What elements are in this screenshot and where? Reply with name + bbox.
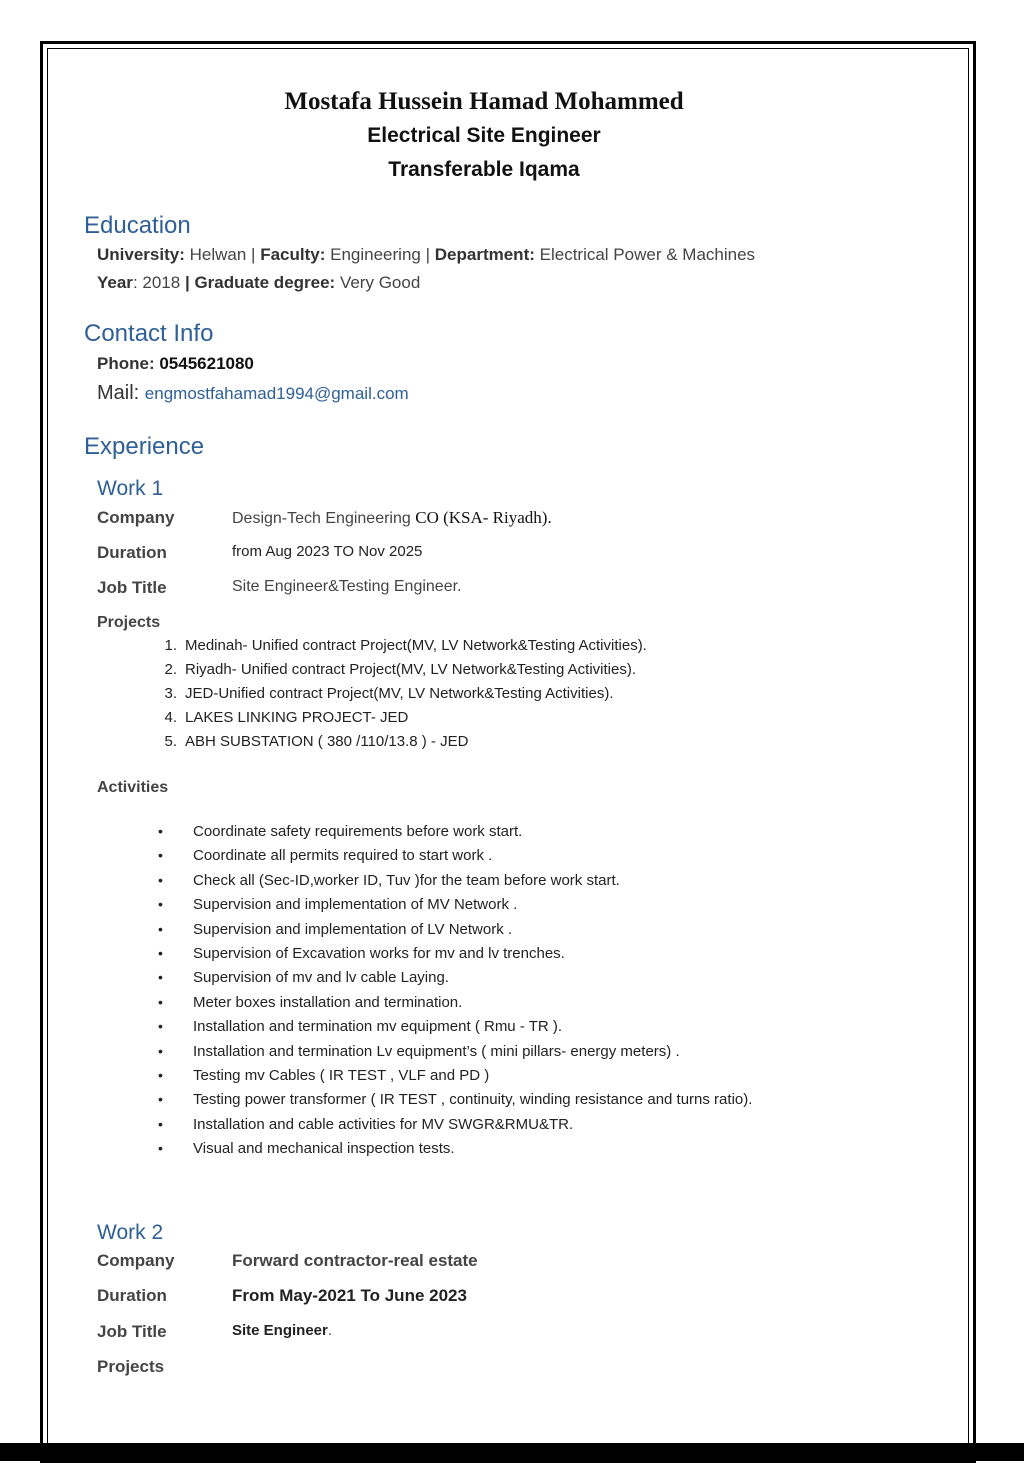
work1-projects-list <box>140 637 647 757</box>
education-line-2: Year: 2018 | Graduate degree: Very Good <box>97 273 421 292</box>
activity-item <box>158 921 752 945</box>
phone-line <box>97 354 254 374</box>
project-number: 2. <box>164 661 177 678</box>
activity-text: Testing mv Cables ( IR TEST , VLF and PD ) <box>193 1066 490 1084</box>
work2-duration-label: Duration <box>97 1286 167 1305</box>
activity-item <box>158 1067 752 1091</box>
activity-text: Installation and termination Lv equipment’s ( mini pillars- energy meters) . <box>193 1042 680 1060</box>
year-label: Year <box>97 273 133 292</box>
work2-projects-label: Projects <box>97 1357 165 1376</box>
bullet-icon: • <box>158 1018 163 1035</box>
work2-job-value <box>232 1322 332 1339</box>
activity-text: Supervision of Excavation works for mv and lv trenches. <box>193 944 565 962</box>
work1-company-label: Company <box>97 508 175 527</box>
work1-company-value <box>232 508 552 528</box>
experience-heading: Experience <box>84 433 205 460</box>
activity-item <box>158 1018 752 1042</box>
education-heading: Education <box>84 212 191 239</box>
work1-duration-label: Duration <box>97 543 167 562</box>
work1-activities-label: Activities <box>97 779 169 796</box>
project-text: Medinah- Unified contract Project(MV, LV Network&Testing Activities). <box>185 637 647 654</box>
project-number: 1. <box>164 637 177 654</box>
contact-heading: Contact Info <box>84 320 214 347</box>
project-item <box>140 733 647 757</box>
project-number: 3. <box>164 685 177 702</box>
bullet-icon: • <box>158 969 163 986</box>
bullet-icon: • <box>158 1066 163 1083</box>
activity-item <box>158 823 752 847</box>
bottom-bar <box>0 1443 1024 1461</box>
bullet-icon: • <box>158 823 163 839</box>
activity-item <box>158 969 752 993</box>
project-item <box>140 637 647 661</box>
activity-text: Coordinate all permits required to start work . <box>193 847 493 865</box>
project-item <box>140 685 647 709</box>
project-number: 4. <box>164 709 177 726</box>
department-label: Department: <box>434 245 535 264</box>
separator: | <box>184 273 190 292</box>
department-value: Electrical Power & Machines <box>539 245 756 264</box>
activity-item <box>158 1140 752 1164</box>
activity-item <box>158 1116 752 1140</box>
separator: | <box>251 245 256 264</box>
activity-text: Installation and cable activities for MV SWGR&RMU&TR. <box>193 1115 574 1133</box>
bullet-icon: • <box>158 944 163 961</box>
activity-text: Supervision of mv and lv cable Laying. <box>193 969 449 987</box>
year-value: 2018 <box>142 273 181 292</box>
separator: | <box>425 245 431 264</box>
degree-label: Graduate degree: <box>194 273 336 292</box>
work2-company-label: Company <box>97 1251 175 1270</box>
phone-label: Phone: <box>97 354 155 373</box>
work2-company-value: Forward contractor-real estate <box>232 1251 478 1270</box>
university-label: University: <box>97 245 185 264</box>
project-item <box>140 661 647 685</box>
bullet-icon: • <box>158 1091 163 1108</box>
activity-item <box>158 994 752 1018</box>
bullet-icon: • <box>158 896 163 913</box>
mail-line <box>97 382 409 405</box>
faculty-label: Faculty: <box>260 245 326 264</box>
work1-company-location: CO (KSA- Riyadh). <box>415 508 552 527</box>
activity-text: Check all (Sec-ID,worker ID, Tuv )for the team before work start. <box>193 871 620 889</box>
bullet-icon: • <box>158 993 163 1010</box>
project-text: Riyadh- Unified contract Project(MV, LV Network&Testing Activities). <box>185 661 637 678</box>
mail-label: Mail: <box>97 382 140 404</box>
work1-projects-label: Projects <box>97 614 161 631</box>
work1-job-value: Site Engineer&Testing Engineer. <box>232 578 462 595</box>
activity-item <box>158 847 752 871</box>
work1-duration-value: from Aug 2023 TO Nov 2025 <box>232 543 423 560</box>
mail-link[interactable]: engmostfahamad1994@gmail.com <box>144 384 409 403</box>
activity-text: Supervision and implementation of LV Network . <box>193 920 513 938</box>
bullet-icon: • <box>158 1042 163 1059</box>
work2-heading: Work 2 <box>97 1221 164 1244</box>
activity-item <box>158 1091 752 1115</box>
bullet-icon: • <box>158 1115 163 1132</box>
activity-text: Visual and mechanical inspection tests. <box>193 1140 455 1158</box>
bullet-icon: • <box>158 847 163 864</box>
bullet-icon: • <box>158 871 163 888</box>
project-number: 5. <box>164 733 177 750</box>
activity-item <box>158 872 752 896</box>
bullet-icon: • <box>158 920 163 937</box>
work2-job-label: Job Title <box>97 1322 167 1341</box>
activity-text: Supervision and implementation of MV Network . <box>193 896 518 914</box>
project-text: ABH SUBSTATION ( 380 /110/13.8 ) - JED <box>185 733 469 750</box>
work1-activities-list <box>158 823 752 1164</box>
work1-heading: Work 1 <box>97 477 164 500</box>
iqama-status: Transferable Iqama <box>388 158 580 181</box>
faculty-value: Engineering <box>330 245 421 264</box>
degree-value: Very Good <box>339 273 421 292</box>
work1-company-name: Design-Tech Engineering <box>232 510 411 527</box>
phone-value: 0545621080 <box>159 354 254 373</box>
university-value: Helwan <box>189 245 247 264</box>
project-item <box>140 709 647 733</box>
work2-job-title: Site Engineer <box>232 1322 328 1339</box>
work1-job-label: Job Title <box>97 578 167 597</box>
work2-duration-value: From May-2021 To June 2023 <box>232 1286 467 1305</box>
project-text: LAKES LINKING PROJECT- JED <box>185 709 409 726</box>
activity-text: Testing power transformer ( IR TEST , continuity, winding resistance and turns ratio). <box>193 1091 753 1109</box>
activity-text: Installation and termination mv equipment ( Rmu - TR ). <box>193 1018 563 1036</box>
job-title: Electrical Site Engineer <box>367 124 601 147</box>
education-line-1 <box>97 245 755 265</box>
work2-job-suffix: . <box>327 1322 333 1339</box>
activity-item <box>158 1043 752 1067</box>
activity-item <box>158 945 752 969</box>
project-text: JED-Unified contract Project(MV, LV Network&Testing Activities). <box>185 685 614 702</box>
activity-text: Coordinate safety requirements before work start. <box>193 823 523 840</box>
bullet-icon: • <box>158 1140 163 1157</box>
activity-text: Meter boxes installation and termination. <box>193 993 463 1011</box>
activity-item <box>158 896 752 920</box>
candidate-name: Mostafa Hussein Hamad Mohammed <box>284 88 684 115</box>
